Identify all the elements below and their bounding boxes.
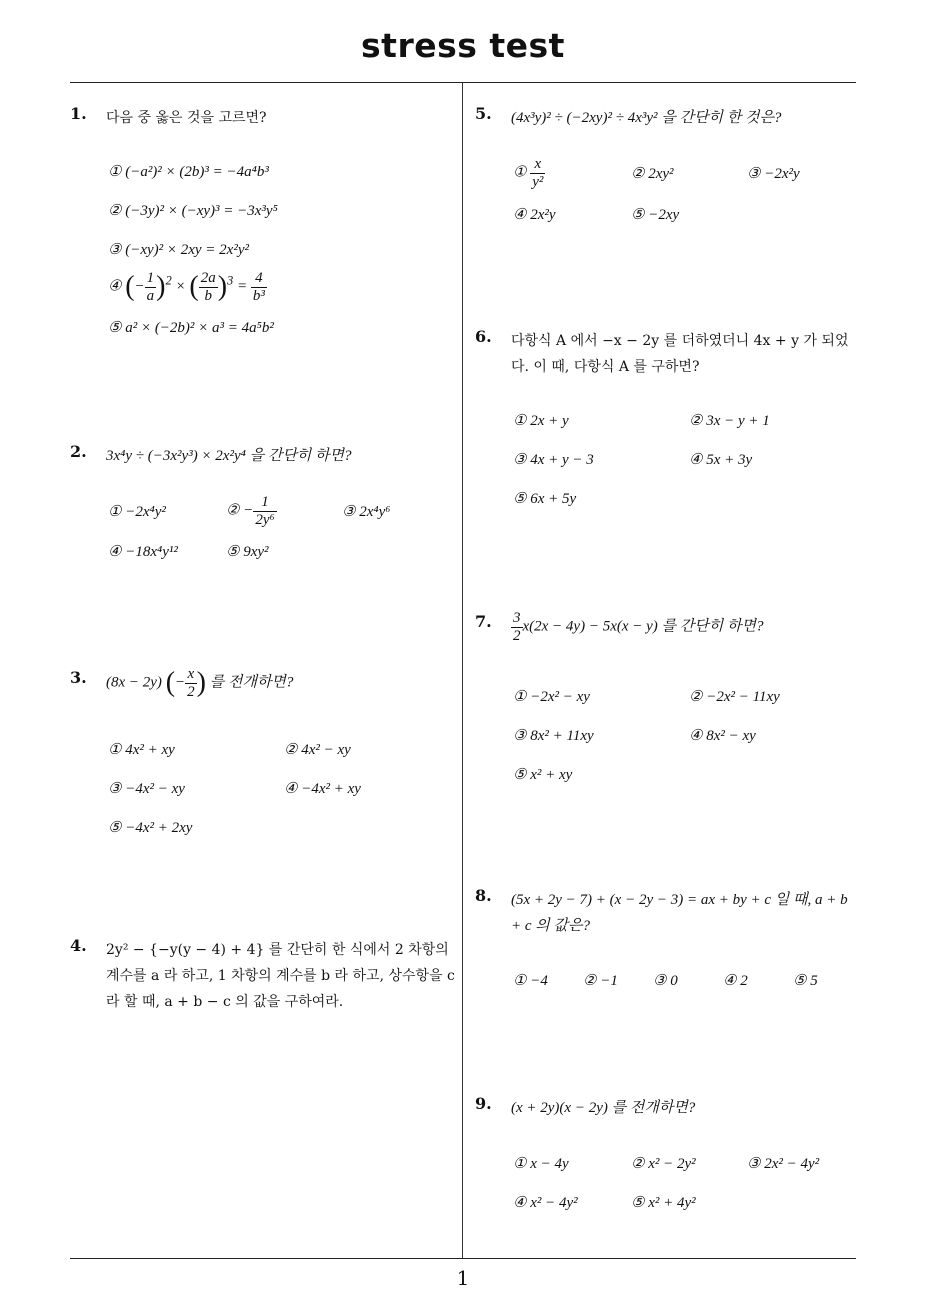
- header-rule: [70, 82, 856, 83]
- page-title: stress test: [361, 26, 565, 65]
- option-4-label: ④: [108, 278, 122, 295]
- option-2[interactable]: ② 4x² − xy: [284, 742, 351, 758]
- option-5[interactable]: ⑤ −2xy: [631, 207, 680, 223]
- option-3[interactable]: ③ 2x⁴y⁶: [342, 504, 391, 520]
- question-text: 3x⁴y ÷ (−3x²y³) × 2x²y⁴ 을 간단히 하면?: [106, 448, 352, 464]
- option-3[interactable]: ③ −4x² − xy: [108, 781, 185, 797]
- fraction: $\frac{1}{\text{2y⁶}}$: [255, 494, 275, 528]
- option-5[interactable]: ⑤ a² × (−2b)² × a³ = 4a⁵b²: [108, 320, 274, 336]
- option-4[interactable]: ④ 2x²y: [513, 207, 556, 223]
- option-4[interactable]: ④ 8x² − xy: [689, 728, 756, 744]
- question-number: 8.: [475, 886, 492, 905]
- fraction: $\frac{3}{2}$: [513, 610, 521, 644]
- question-number: 4.: [70, 936, 87, 955]
- question-text: (x + 2y)(x − 2y) 를 전개하면?: [511, 1100, 696, 1116]
- option-2[interactable]: ② x² − 2y²: [631, 1156, 696, 1172]
- question-number: 7.: [475, 612, 492, 631]
- option-1[interactable]: ① 2x + y: [513, 413, 569, 429]
- option-1[interactable]: ① x − 4y: [513, 1156, 569, 1172]
- question-text: 다음 중 옳은 것을 고르면?: [106, 110, 267, 126]
- option-5[interactable]: ⑤ x² + xy: [513, 767, 573, 783]
- option-5[interactable]: ⑤ 9xy²: [226, 544, 269, 560]
- question-number: 2.: [70, 442, 87, 461]
- question-text: (4x³y)² ÷ (−2xy)² ÷ 4x³y² 을 간단히 한 것은?: [511, 110, 782, 126]
- option-2[interactable]: ② −1: [583, 973, 618, 989]
- option-4[interactable]: ④ −4x² + xy: [284, 781, 361, 797]
- fraction: $\frac{2a}{b}$: [200, 270, 216, 304]
- question-text: (5x + 2y − 7) + (x − 2y − 3) = ax + by + c 일 때, a + b + c 의 값은?: [511, 892, 848, 934]
- option-2[interactable]: ② 2xy²: [631, 166, 674, 182]
- option-1[interactable]: ① −4: [513, 973, 548, 989]
- option-1[interactable]: ① $\frac{x}{\text{y²}}$: [513, 156, 544, 190]
- option-3[interactable]: ③ 0: [653, 973, 678, 989]
- option-3[interactable]: ③ (−xy)² × 2xy = 2x²y²: [108, 242, 249, 258]
- option-1[interactable]: ① −2x² − xy: [513, 689, 590, 705]
- option-2[interactable]: ② − $\frac{1}{\text{2y⁶}}$: [226, 494, 275, 528]
- question-number: 5.: [475, 104, 492, 123]
- option-3[interactable]: ③ −2x²y: [747, 166, 800, 182]
- page-number: 1: [456, 1266, 470, 1290]
- option-4[interactable]: ④ 2: [723, 973, 748, 989]
- question-text: $\frac{3}{2}$ x(2x − 4y) − 5x(x − y) 를 간단히 하면?: [513, 610, 764, 644]
- option-5[interactable]: ⑤ −4x² + 2xy: [108, 820, 193, 836]
- fraction: $\frac{1}{a}$: [146, 270, 155, 304]
- option-4[interactable]: ④ (− $\frac{1}{a}$ )$^2$ × ( $\frac{2a}{b}$ )$^3$ = $\frac{4}{\text{b³}}$: [108, 270, 265, 304]
- question-number: 3.: [70, 668, 87, 687]
- option-4[interactable]: ④ 5x + 3y: [689, 452, 753, 468]
- option-5[interactable]: ⑤ x² + 4y²: [631, 1195, 696, 1211]
- fraction: $\frac{4}{\text{b³}}$: [252, 270, 265, 304]
- option-2[interactable]: ② (−3y)² × (−xy)³ = −3x³y⁵: [108, 203, 278, 219]
- option-2[interactable]: ② −2x² − 11xy: [689, 689, 780, 705]
- option-3[interactable]: ③ 8x² + 11xy: [513, 728, 594, 744]
- question-text: (8x − 2y) (− $\frac{x}{2}$ ) 를 전개하면?: [106, 666, 294, 700]
- option-1[interactable]: ① (−a²)² × (2b)³ = −4a⁴b³: [108, 164, 269, 180]
- fraction: $\frac{x}{\text{y²}}$: [532, 156, 544, 190]
- fraction: $\frac{x}{2}$: [187, 666, 195, 700]
- column-divider: [462, 83, 463, 1258]
- option-3[interactable]: ③ 4x + y − 3: [513, 452, 594, 468]
- option-4[interactable]: ④ x² − 4y²: [513, 1195, 578, 1211]
- option-4[interactable]: ④ −18x⁴y¹²: [108, 544, 178, 560]
- option-5[interactable]: ⑤ 6x + 5y: [513, 491, 577, 507]
- question-number: 1.: [70, 104, 87, 123]
- question-number: 9.: [475, 1094, 492, 1113]
- question-text: 2y² − {−y(y − 4) + 4} 를 간단히 한 식에서 2 차항의 계수를 a 라 하고, 1 차항의 계수를 b 라 하고, 상수항을 c 라 할 때, a + b − c 의 값을 구하여라.: [106, 942, 455, 1010]
- option-1[interactable]: ① 4x² + xy: [108, 742, 175, 758]
- question-number: 6.: [475, 327, 492, 346]
- option-1[interactable]: ① −2x⁴y²: [108, 504, 166, 520]
- option-3[interactable]: ③ 2x² − 4y²: [747, 1156, 820, 1172]
- footer-rule: [70, 1258, 856, 1259]
- question-text: 다항식 A 에서 −x − 2y 를 더하였더니 4x + y 가 되었다. 이 때, 다항식 A 를 구하면?: [511, 333, 849, 375]
- option-5[interactable]: ⑤ 5: [793, 973, 818, 989]
- option-2[interactable]: ② 3x − y + 1: [689, 413, 770, 429]
